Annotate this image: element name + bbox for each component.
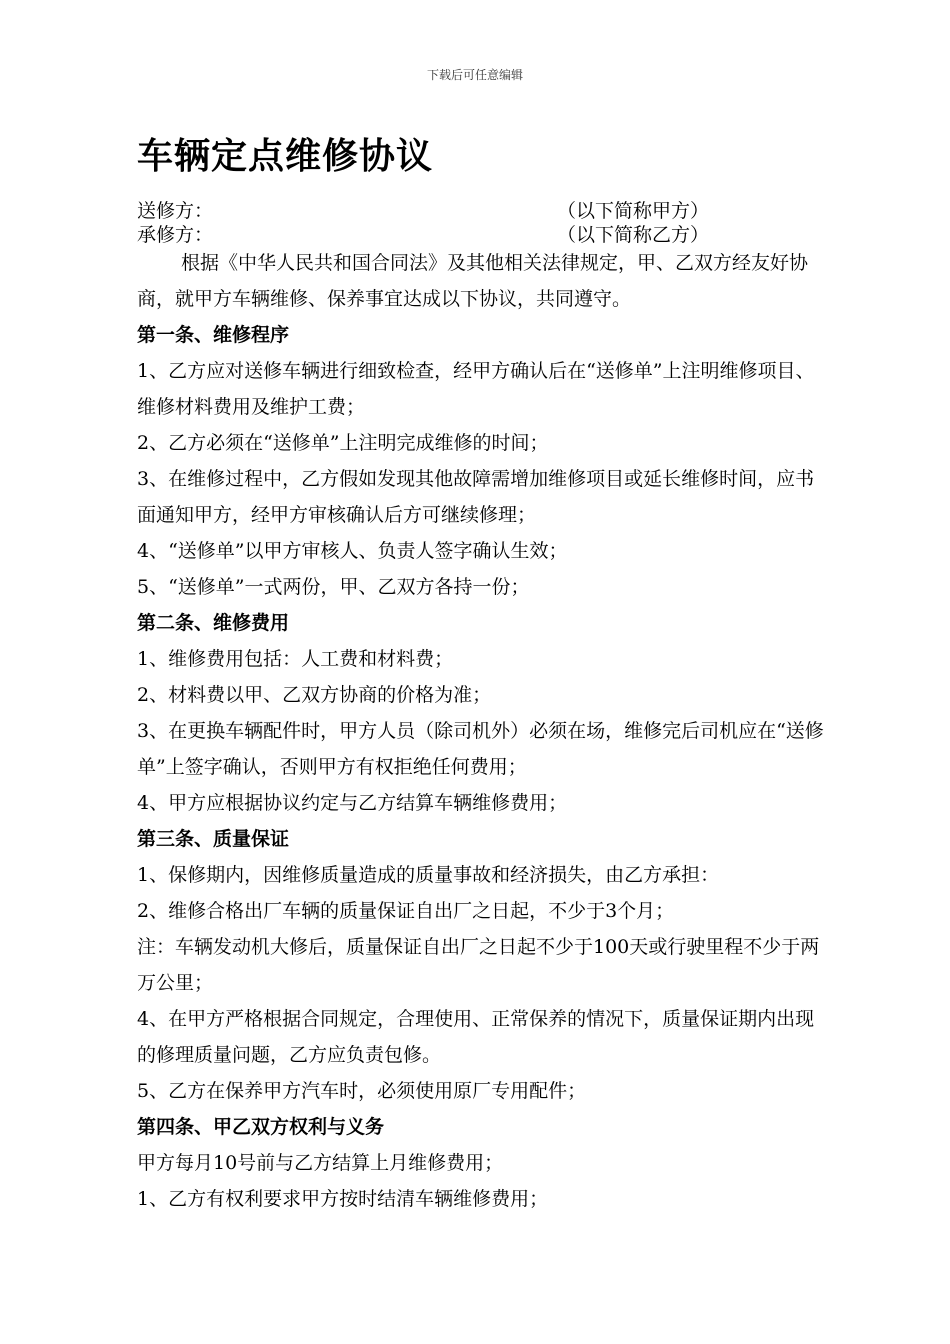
clause: 3、在维修过程中，乙方假如发现其他故障需增加维修项目或延长维修时间，应书面通知甲方，经甲方审核确认后方可继续修理； [137, 468, 815, 526]
article-heading: 第一条、维修程序 [137, 324, 290, 346]
clause-note: 注：车辆发动机大修后，质量保证自出厂之日起不少于100天或行驶里程不少于两万公里； [137, 936, 820, 994]
clause: 甲方每月10号前与乙方结算上月维修费用； [137, 1152, 504, 1174]
article-heading: 第三条、质量保证 [137, 828, 290, 850]
clause: 1、乙方有权利要求甲方按时结清车辆维修费用； [137, 1188, 549, 1210]
clause: 1、维修费用包括：人工费和材料费； [137, 648, 454, 670]
clause: 5、“送修单”一式两份，甲、乙双方各持一份； [137, 576, 530, 598]
party-b-label: 承修方： [137, 224, 214, 246]
page-header: 下载后可任意编辑 [426, 68, 523, 82]
clause: 3、在更换车辆配件时，甲方人员（除司机外）必须在场，维修完后司机应在“送修单”上签字确认，否则甲方有权拒绝任何费用； [137, 720, 824, 778]
party-a-label: 送修方： [137, 200, 214, 222]
clause: 1、乙方应对送修车辆进行细致检查，经甲方确认后在“送修单”上注明维修项目、维修材料费用及维护工费； [137, 360, 815, 418]
clause: 1、保修期内，因维修质量造成的质量事故和经济损失，由乙方承担： [137, 864, 720, 886]
party-a-line [137, 199, 827, 223]
clause: 4、“送修单”以甲方审核人、负责人签字确认生效； [137, 540, 568, 562]
party-b-line [137, 223, 827, 247]
document-body [137, 245, 827, 1217]
article-heading: 第二条、维修费用 [137, 612, 290, 634]
party-a-note: （以下简称甲方） [557, 200, 710, 222]
intro-paragraph: 根据《中华人民共和国合同法》及其他相关法律规定，甲、乙双方经友好协商，就甲方车辆维修、保养事宜达成以下协议，共同遵守。 [137, 252, 809, 310]
clause: 5、乙方在保养甲方汽车时，必须使用原厂专用配件； [137, 1080, 587, 1102]
clause: 4、甲方应根据协议约定与乙方结算车辆维修费用； [137, 792, 568, 814]
party-b-note: （以下简称乙方） [557, 224, 710, 246]
article-heading: 第四条、甲乙双方权利与义务 [137, 1116, 385, 1138]
clause: 2、乙方必须在“送修单”上注明完成维修的时间； [137, 432, 549, 454]
clause: 2、维修合格出厂车辆的质量保证自出厂之日起，不少于3个月； [137, 900, 675, 922]
clause: 2、材料费以甲、乙双方协商的价格为准； [137, 684, 492, 706]
clause: 4、在甲方严格根据合同规定，合理使用、正常保养的情况下，质量保证期内出现的修理质量问题，乙方应负责包修。 [137, 1008, 815, 1066]
document-title: 车辆定点维修协议 [137, 136, 434, 177]
